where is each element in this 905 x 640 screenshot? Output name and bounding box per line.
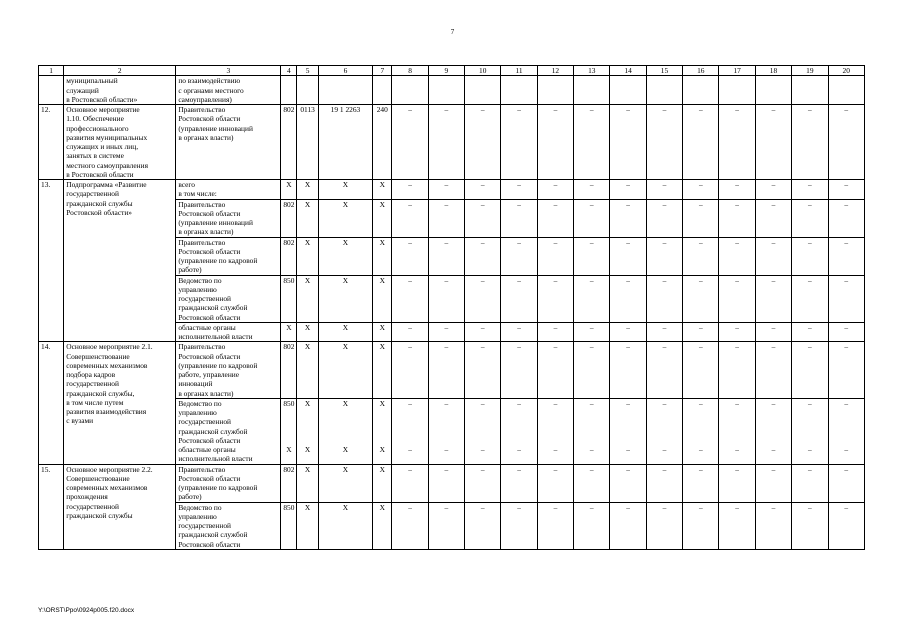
value-dash: – (610, 275, 646, 322)
value-dash: – (646, 398, 682, 445)
value-dash: – (501, 237, 537, 275)
table-row (39, 180, 865, 200)
value-dash: – (465, 398, 501, 445)
col-header: 13 (574, 66, 610, 76)
header-row (39, 66, 865, 76)
grbs-code: 850 (281, 275, 297, 322)
value-dash: – (792, 199, 828, 237)
value-dash: – (755, 464, 791, 502)
grbs-code: X (281, 180, 297, 200)
executor: Правительство Ростовской области (управление инноваций в органах власти) (176, 199, 281, 237)
value-dash: – (501, 199, 537, 237)
rzpr-code: 0113 (297, 105, 318, 180)
executor: Правительство Ростовской области (управление по кадровой работе) (176, 237, 281, 275)
csr-code: X (318, 180, 373, 200)
executor: Ведомство по управлению государственной гражданской службой Ростовской области (176, 398, 281, 445)
value-dash: – (646, 275, 682, 322)
col-header: 2 (64, 66, 176, 76)
value-dash: – (610, 322, 646, 342)
value-dash: – (755, 199, 791, 237)
value-dash: – (501, 502, 537, 549)
activity-name: Основное мероприятие 2.2. Совершенствование современных механизмов прохождения государственной гражданской службы (64, 464, 176, 549)
grbs-code: 802 (281, 464, 297, 502)
value-dash: – (610, 180, 646, 200)
value-dash: – (392, 237, 428, 275)
rzpr-code: X (297, 342, 318, 399)
value-dash: – (501, 322, 537, 342)
value-dash: – (792, 398, 828, 445)
value-dash: – (646, 502, 682, 549)
csr-code: X (318, 275, 373, 322)
value-dash: – (574, 199, 610, 237)
value-dash: – (537, 275, 573, 322)
rzpr-code: X (297, 502, 318, 549)
grbs-code: 850 (281, 502, 297, 549)
value-dash: – (428, 275, 464, 322)
value-dash: – (537, 105, 573, 180)
value-dash: – (755, 180, 791, 200)
value-dash: – (719, 199, 755, 237)
rzpr-code: X (297, 398, 318, 445)
col-header: 7 (373, 66, 392, 76)
col-header: 6 (318, 66, 373, 76)
value-dash: – (719, 398, 755, 445)
value-dash: – (501, 180, 537, 200)
value-dash: – (792, 275, 828, 322)
value-dash: – (501, 398, 537, 445)
grbs-code: 802 (281, 237, 297, 275)
value-dash: – (755, 398, 791, 445)
value-dash: – (828, 105, 865, 180)
row-number: 12. (39, 105, 64, 180)
value-dash: – (574, 445, 610, 464)
value-dash: – (610, 342, 646, 399)
value-dash: – (719, 464, 755, 502)
grbs-code: X (281, 322, 297, 342)
col-header: 19 (792, 66, 828, 76)
value-dash: – (465, 275, 501, 322)
value-dash: – (755, 237, 791, 275)
value-dash: – (574, 502, 610, 549)
value-dash: – (465, 445, 501, 464)
value-dash: – (792, 237, 828, 275)
value-dash: – (610, 105, 646, 180)
value-dash: – (428, 445, 464, 464)
value-dash: – (501, 464, 537, 502)
executor: Правительство Ростовской области (управление инноваций в органах власти) (176, 105, 281, 180)
value-dash: – (465, 237, 501, 275)
value-dash: – (428, 342, 464, 399)
row-number: 14. (39, 342, 64, 464)
col-header: 12 (537, 66, 573, 76)
value-dash: – (683, 199, 719, 237)
value-dash: – (755, 322, 791, 342)
grbs-code: 802 (281, 342, 297, 399)
value-dash: – (792, 445, 828, 464)
rzpr-code: X (297, 445, 318, 464)
value-dash: – (828, 237, 865, 275)
value-dash: – (465, 105, 501, 180)
value-dash: – (501, 342, 537, 399)
value-dash: – (683, 322, 719, 342)
value-dash: – (719, 105, 755, 180)
value-dash: – (828, 445, 865, 464)
value-dash: – (465, 342, 501, 399)
value-dash: – (392, 464, 428, 502)
grbs-code: 802 (281, 105, 297, 180)
value-dash: – (501, 275, 537, 322)
col-header: 3 (176, 66, 281, 76)
csr-code: X (318, 502, 373, 549)
value-dash: – (828, 342, 865, 399)
value-dash: – (828, 275, 865, 322)
executor: областные органы исполнительной власти (176, 322, 281, 342)
value-dash: – (392, 322, 428, 342)
value-dash: – (683, 180, 719, 200)
value-dash: – (465, 322, 501, 342)
value-dash: – (501, 445, 537, 464)
value-dash: – (392, 445, 428, 464)
vr-code: X (373, 445, 392, 464)
value-dash: – (792, 322, 828, 342)
value-dash: – (719, 445, 755, 464)
value-dash: – (610, 502, 646, 549)
table-row (39, 342, 865, 399)
value-dash: – (428, 322, 464, 342)
vr-code: X (373, 237, 392, 275)
file-path-footer: Y:\ORST\Ppo\0924p005.f20.docx (38, 607, 135, 614)
vr-code: X (373, 199, 392, 237)
page-number: 7 (450, 28, 455, 36)
value-dash: – (537, 398, 573, 445)
value-dash: – (719, 180, 755, 200)
col-header: 11 (501, 66, 537, 76)
executor: Правительство Ростовской области (управление по кадровой работе) (176, 464, 281, 502)
value-dash: – (646, 322, 682, 342)
col-header: 16 (683, 66, 719, 76)
col-header: 15 (646, 66, 682, 76)
value-dash: – (428, 398, 464, 445)
value-dash: – (392, 105, 428, 180)
value-dash: – (392, 398, 428, 445)
value-dash: – (537, 445, 573, 464)
row-number: 13. (39, 180, 64, 342)
value-dash: – (574, 275, 610, 322)
rzpr-code: X (297, 237, 318, 275)
value-dash: – (646, 105, 682, 180)
col-header: 20 (828, 66, 865, 76)
vr-code: X (373, 502, 392, 549)
col-header: 14 (610, 66, 646, 76)
table-row (39, 76, 865, 105)
rzpr-code: X (297, 199, 318, 237)
value-dash: – (392, 342, 428, 399)
value-dash: – (537, 502, 573, 549)
col-header: 4 (281, 66, 297, 76)
table-row (39, 105, 865, 180)
executor: по взаимодействию с органами местного самоуправления) (176, 76, 281, 105)
value-dash: – (392, 180, 428, 200)
activity-name: Подпрограмма «Развитие государственной гражданской службы Ростовской области» (64, 180, 176, 342)
value-dash: – (828, 464, 865, 502)
rzpr-code: X (297, 180, 318, 200)
vr-code: X (373, 275, 392, 322)
value-dash: – (537, 199, 573, 237)
value-dash: – (574, 464, 610, 502)
program-table (38, 65, 865, 550)
value-dash: – (465, 464, 501, 502)
value-dash: – (392, 275, 428, 322)
value-dash: – (537, 180, 573, 200)
value-dash: – (792, 180, 828, 200)
activity-name: Основное мероприятие 2.1. Совершенствование современных механизмов подбора кадров государственной гражданской службы, в том числе путем развития взаимодействия с вузами (64, 342, 176, 464)
value-dash: – (574, 237, 610, 275)
grbs-code: X (281, 445, 297, 464)
csr-code: X (318, 464, 373, 502)
col-header: 18 (755, 66, 791, 76)
vr-code: X (373, 180, 392, 200)
col-header: 9 (428, 66, 464, 76)
value-dash: – (537, 237, 573, 275)
csr-code: X (318, 398, 373, 445)
value-dash: – (428, 464, 464, 502)
value-dash: – (683, 445, 719, 464)
value-dash: – (828, 322, 865, 342)
value-dash: – (683, 237, 719, 275)
executor: Ведомство по управлению государственной гражданской службой Ростовской области (176, 275, 281, 322)
value-dash: – (646, 445, 682, 464)
executor: Правительство Ростовской области (управление по кадровой работе, управление инноваций в органах власти) (176, 342, 281, 399)
value-dash: – (792, 342, 828, 399)
vr-code: X (373, 464, 392, 502)
value-dash: – (574, 180, 610, 200)
value-dash: – (392, 199, 428, 237)
csr-code: X (318, 342, 373, 399)
vr-code: X (373, 398, 392, 445)
value-dash: – (719, 275, 755, 322)
rzpr-code: X (297, 275, 318, 322)
csr-code: X (318, 445, 373, 464)
value-dash: – (610, 464, 646, 502)
value-dash: – (646, 199, 682, 237)
value-dash: – (828, 398, 865, 445)
value-dash: – (755, 502, 791, 549)
col-header: 8 (392, 66, 428, 76)
value-dash: – (537, 464, 573, 502)
value-dash: – (501, 105, 537, 180)
rzpr-code: X (297, 464, 318, 502)
value-dash: – (428, 237, 464, 275)
value-dash: – (610, 199, 646, 237)
col-header: 17 (719, 66, 755, 76)
value-dash: – (719, 322, 755, 342)
executor: всего в том числе: (176, 180, 281, 200)
value-dash: – (683, 342, 719, 399)
rzpr-code: X (297, 322, 318, 342)
value-dash: – (537, 342, 573, 399)
col-header: 5 (297, 66, 318, 76)
csr-code: X (318, 237, 373, 275)
value-dash: – (428, 199, 464, 237)
value-dash: – (828, 502, 865, 549)
value-dash: – (574, 105, 610, 180)
vr-code: 240 (373, 105, 392, 180)
row-number: 15. (39, 464, 64, 549)
value-dash: – (792, 464, 828, 502)
csr-code: 19 1 2263 (318, 105, 373, 180)
value-dash: – (683, 105, 719, 180)
value-dash: – (465, 502, 501, 549)
value-dash: – (792, 502, 828, 549)
activity-name: Основное мероприятие 1.10. Обеспечение профессионального развития муниципальных служащих и иных лиц, занятых в системе местного самоуправления в Ростовской области (64, 105, 176, 180)
grbs-code: 850 (281, 398, 297, 445)
value-dash: – (610, 445, 646, 464)
csr-code: X (318, 322, 373, 342)
table-row (39, 464, 865, 502)
value-dash: – (828, 199, 865, 237)
value-dash: – (792, 105, 828, 180)
value-dash: – (828, 180, 865, 200)
value-dash: – (428, 180, 464, 200)
value-dash: – (755, 105, 791, 180)
value-dash: – (574, 342, 610, 399)
col-header: 1 (39, 66, 64, 76)
value-dash: – (719, 237, 755, 275)
value-dash: – (465, 199, 501, 237)
value-dash: – (683, 502, 719, 549)
value-dash: – (465, 180, 501, 200)
col-header: 10 (465, 66, 501, 76)
executor: областные органы исполнительной власти (176, 445, 281, 464)
value-dash: – (719, 502, 755, 549)
value-dash: – (574, 322, 610, 342)
value-dash: – (610, 237, 646, 275)
value-dash: – (719, 342, 755, 399)
value-dash: – (392, 502, 428, 549)
value-dash: – (610, 398, 646, 445)
value-dash: – (428, 502, 464, 549)
value-dash: – (574, 398, 610, 445)
value-dash: – (755, 445, 791, 464)
value-dash: – (683, 398, 719, 445)
value-dash: – (646, 464, 682, 502)
value-dash: – (537, 322, 573, 342)
grbs-code: 802 (281, 199, 297, 237)
value-dash: – (646, 180, 682, 200)
value-dash: – (683, 464, 719, 502)
value-dash: – (646, 342, 682, 399)
executor: Ведомство по управлению государственной гражданской службой Ростовской области (176, 502, 281, 549)
value-dash: – (683, 275, 719, 322)
value-dash: – (755, 342, 791, 399)
value-dash: – (755, 275, 791, 322)
vr-code: X (373, 342, 392, 399)
value-dash: – (428, 105, 464, 180)
vr-code: X (373, 322, 392, 342)
activity-name: муниципальный служащий в Ростовской области» (64, 76, 176, 105)
value-dash: – (646, 237, 682, 275)
csr-code: X (318, 199, 373, 237)
